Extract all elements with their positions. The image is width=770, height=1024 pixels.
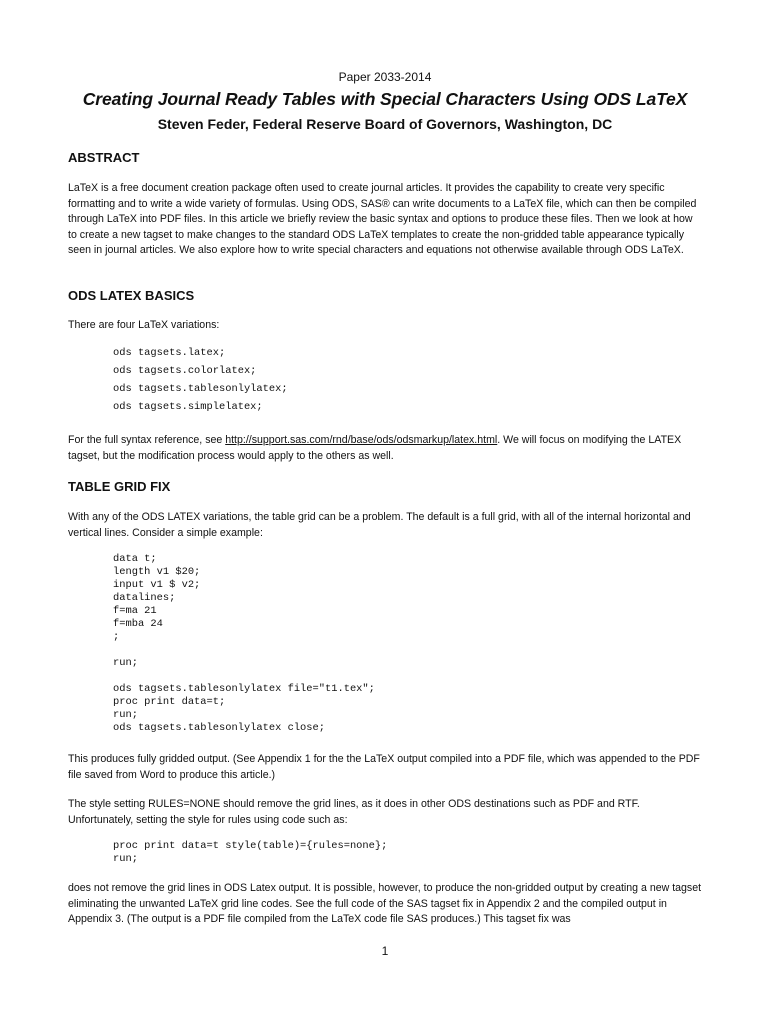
code-line xyxy=(113,670,375,683)
reference-paragraph xyxy=(68,433,702,464)
abstract-heading: ABSTRACT xyxy=(68,150,140,165)
variations-code-block xyxy=(113,344,288,416)
example-code-block xyxy=(113,553,375,735)
code-line: ods tagsets.simplelatex; xyxy=(113,401,263,413)
rules-code-block xyxy=(113,840,387,866)
author-line: Steven Feder, Federal Reserve Board of Governors, Washington, DC xyxy=(157,116,613,132)
code-line: ods tagsets.tablesonlylatex; xyxy=(113,383,288,395)
reference-text-before: For the full syntax reference, see xyxy=(68,434,226,446)
code-line: run; xyxy=(113,657,138,669)
code-line: f=mba 24 xyxy=(113,618,163,630)
syntax-reference-link[interactable]: http://support.sas.com/rnd/base/ods/odsmarkup/latex.html xyxy=(225,434,498,446)
code-line xyxy=(113,644,375,657)
paper-number: Paper 2033-2014 xyxy=(338,70,432,84)
basics-heading: ODS LATEX BASICS xyxy=(68,288,195,303)
code-line: run; xyxy=(113,853,138,865)
code-line: length v1 $20; xyxy=(113,566,201,578)
gridfix-heading: TABLE GRID FIX xyxy=(68,479,171,494)
code-line: ods tagsets.tablesonlylatex file="t1.tex"; xyxy=(113,683,375,695)
code-line: proc print data=t style(table)={rules=none}; xyxy=(113,840,388,852)
gridfix-intro: With any of the ODS LATEX variations, the table grid can be a problem. The default is a full grid, with all of the internal horizontal and vertical lines. Consider a simple example: xyxy=(68,511,691,539)
code-line: ods tagsets.tablesonlylatex close; xyxy=(113,722,326,734)
page-number: 1 xyxy=(381,944,389,958)
code-line: datalines; xyxy=(113,592,176,604)
code-line: input v1 $ v2; xyxy=(113,579,201,591)
code-line: f=ma 21 xyxy=(113,605,157,617)
code-line: ; xyxy=(113,631,120,643)
gridfix-paragraph-3: does not remove the grid lines in ODS Latex output. It is possible, however, to produce the non-gridded output by creating a new tagset eliminating the unwanted LaTeX grid line codes. See the full code of the SAS tagset fix in Appendix 2 and the compiled output in Appendix 3. (The output is a PDF file compiled from the LaTeX code file SAS produces.) This tagset fix was xyxy=(68,882,702,925)
code-line: ods tagsets.latex; xyxy=(113,347,226,359)
code-line: run; xyxy=(113,709,138,721)
code-line: ods tagsets.colorlatex; xyxy=(113,365,257,377)
basics-intro: There are four LaTeX variations: xyxy=(68,319,220,331)
reference-text-after: . We will focus on modifying the LATEX tagset, but the modification process would apply to the others as well. xyxy=(68,434,682,462)
code-line: data t; xyxy=(113,553,157,565)
gridfix-paragraph-1: This produces fully gridded output. (See Appendix 1 for the the LaTeX output compiled into a PDF file, which was appended to the PDF file saved from Word to produce this article.) xyxy=(68,753,700,781)
abstract-body: LaTeX is a free document creation package often used to create journal articles. It provides the capability to create very specific formatting and to write a wide variety of formulas. Using ODS, SAS® can write documents to a LaTeX file, which can then be compiled through LaTeX into PDF files. In this article we briefly review the basic syntax and options to produce these files. Then we look at how to create a new tagset to make changes to the standard ODS LaTeX templates to create the non-gridded table appearance typically seen in journal articles. We also explore how to write special characters and equations not otherwise available through ODS LaTeX. xyxy=(68,182,697,256)
paper-title: Creating Journal Ready Tables with Special Characters Using ODS LaTeX xyxy=(82,89,688,109)
gridfix-paragraph-2: The style setting RULES=NONE should remove the grid lines, as it does in other ODS destinations such as PDF and RTF. Unfortunately, setting the style for rules using code such as: xyxy=(68,798,640,826)
code-line: proc print data=t; xyxy=(113,696,226,708)
